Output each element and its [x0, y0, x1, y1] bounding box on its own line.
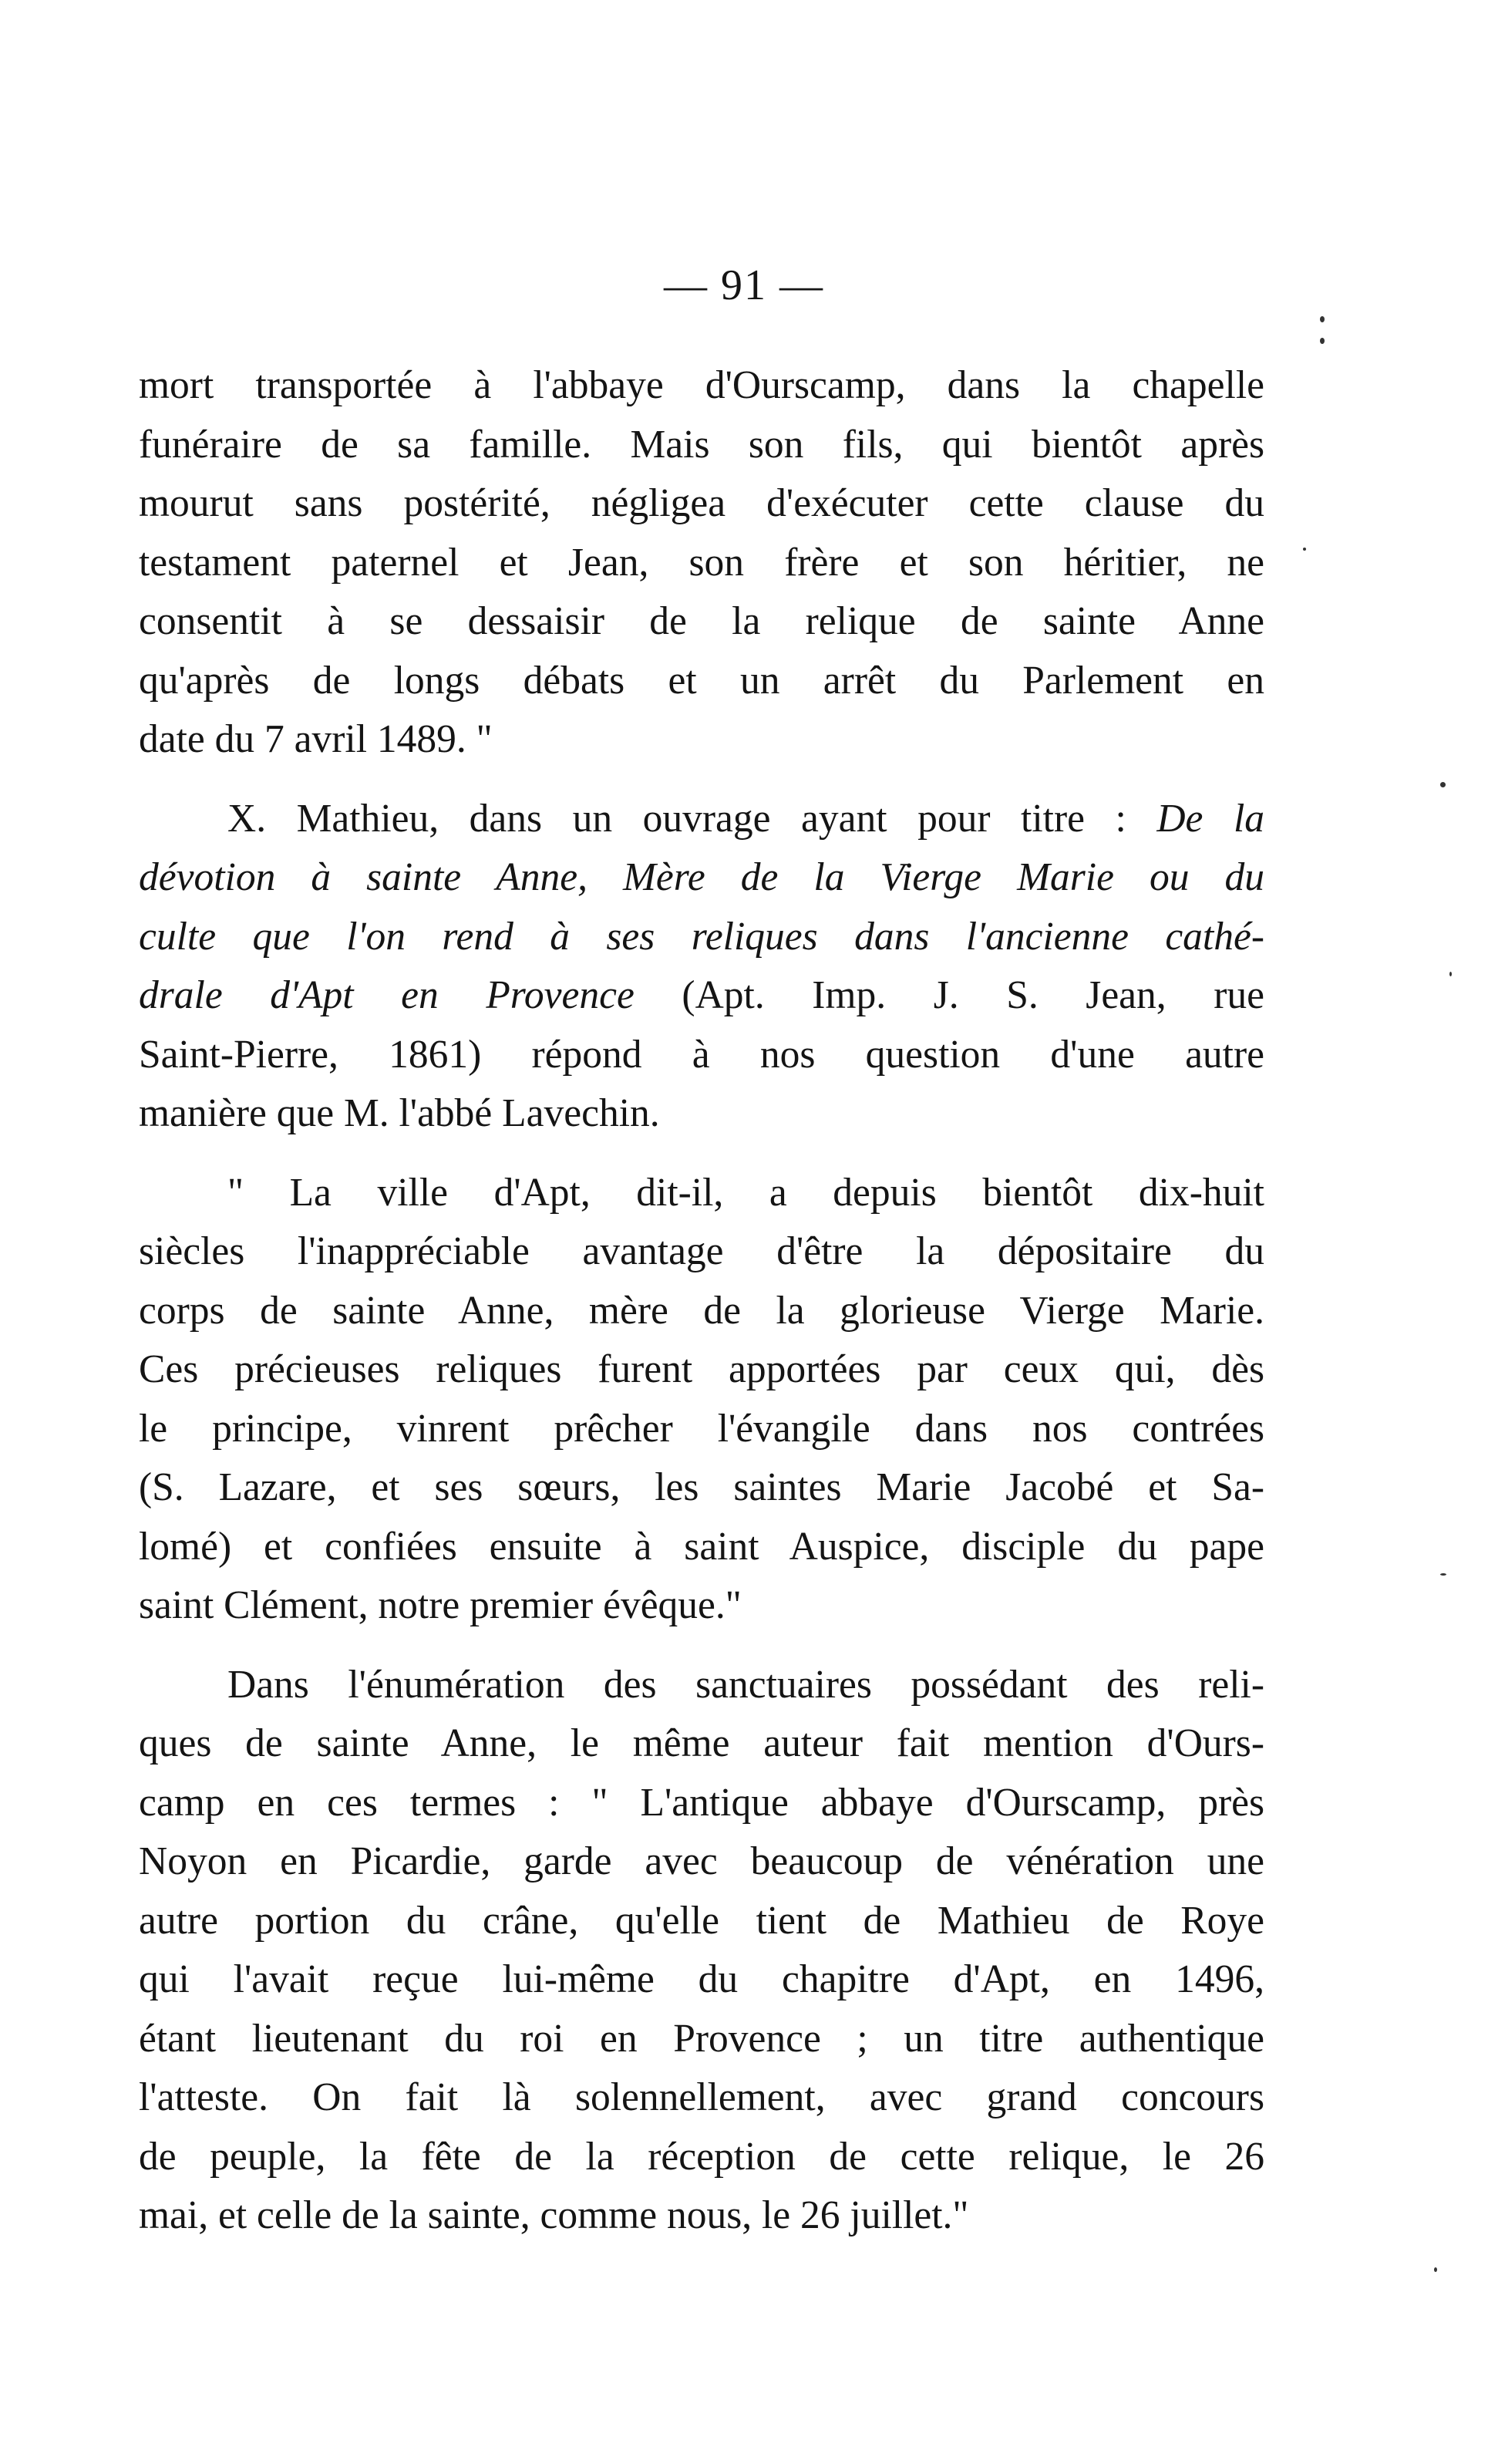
text-line: testament paternel et Jean, son frère et son héritier, ne [139, 540, 1264, 585]
scan-speck [1449, 972, 1452, 976]
scan-speck [1440, 1573, 1446, 1576]
scan-speck [1303, 548, 1306, 551]
paragraph [139, 790, 1264, 1144]
text-line: étant lieutenant du roi en Provence ; un titre authentique [139, 2016, 1264, 2061]
text-line [139, 1026, 1264, 1085]
body-text [139, 356, 1264, 2246]
text-line [139, 1084, 1264, 1144]
paragraph [139, 356, 1264, 770]
italic-title-run: drale d'Apt en Provence [139, 973, 635, 1017]
text-line: date du 7 avril 1489. " [139, 717, 493, 761]
text-line: ques de sainte Anne, le même auteur fait mention d'Ours- [139, 1721, 1264, 1765]
text-line: saint Clément, notre premier évêque." [139, 1583, 742, 1627]
text-line: le principe, vinrent prêcher l'évangile dans nos contrées [139, 1406, 1264, 1451]
scan-speck [1434, 2267, 1437, 2272]
text-run: manière que M. l'abbé Lavechin. [139, 1091, 660, 1135]
text-line: l'atteste. On fait là solennellement, avec grand concours [139, 2075, 1264, 2119]
text-line: camp en ces termes : " L'antique abbaye d'Ourscamp, près [139, 1780, 1264, 1825]
text-line [139, 790, 1264, 849]
paragraph [139, 1656, 1264, 2246]
text-run: Saint-Pierre, 1861) répond à nos question d'une autre [139, 1032, 1264, 1077]
text-run: (Apt. Imp. J. S. Jean, rue [634, 973, 1265, 1017]
italic-title-run: culte que l'on rend à ses reliques dans l'ancienne cathé- [139, 914, 1264, 959]
page-number: — 91 — [664, 261, 824, 309]
text-line: " La ville d'Apt, dit-il, a depuis bientôt dix-huit [227, 1170, 1264, 1215]
text-line: Dans l'énumération des sanctuaires possédant des reli- [227, 1662, 1264, 1707]
text-line [139, 966, 1264, 1026]
text-line: Ces précieuses reliques furent apportées par ceux qui, dès [139, 1347, 1264, 1391]
text-line: corps de sainte Anne, mère de la glorieuse Vierge Marie. [139, 1288, 1264, 1333]
text-line: consentit à se dessaisir de la relique de sainte Anne [139, 599, 1264, 643]
text-line: mort transportée à l'abbaye d'Ourscamp, dans la chapelle [139, 363, 1264, 407]
scan-speck [1320, 316, 1325, 322]
text-line: qu'après de longs débats et un arrêt du Parlement en [139, 658, 1264, 703]
text-line: (S. Lazare, et ses sœurs, les saintes Marie Jacobé et Sa- [139, 1465, 1264, 1509]
italic-title-run: dévotion à sainte Anne, Mère de la Vierge Marie ou du [139, 855, 1264, 899]
text-line: funéraire de sa famille. Mais son fils, qui bientôt après [139, 422, 1264, 467]
text-line: Noyon en Picardie, garde avec beaucoup de vénération une [139, 1839, 1264, 1883]
scan-speck [1320, 338, 1325, 344]
text-run: X. Mathieu, dans un ouvrage ayant pour titre : [227, 796, 1157, 841]
text-line [139, 848, 1264, 908]
text-line: siècles l'inappréciable avantage d'être la dépositaire du [139, 1229, 1264, 1273]
italic-title-run: De la [1156, 796, 1265, 841]
text-line: de peuple, la fête de la réception de cette relique, le 26 [139, 2134, 1264, 2179]
text-line: lomé) et confiées ensuite à saint Auspice, disciple du pape [139, 1524, 1264, 1569]
paragraph [139, 1164, 1264, 1636]
text-line: mai, et celle de la sainte, comme nous, le 26 juillet." [139, 2193, 969, 2237]
text-line: qui l'avait reçue lui-même du chapitre d'Apt, en 1496, [139, 1957, 1264, 2001]
text-line [139, 908, 1264, 967]
text-line: mourut sans postérité, négligea d'exécuter cette clause du [139, 481, 1264, 525]
scan-speck [1440, 782, 1446, 787]
text-line: autre portion du crâne, qu'elle tient de Mathieu de Roye [139, 1898, 1264, 1943]
